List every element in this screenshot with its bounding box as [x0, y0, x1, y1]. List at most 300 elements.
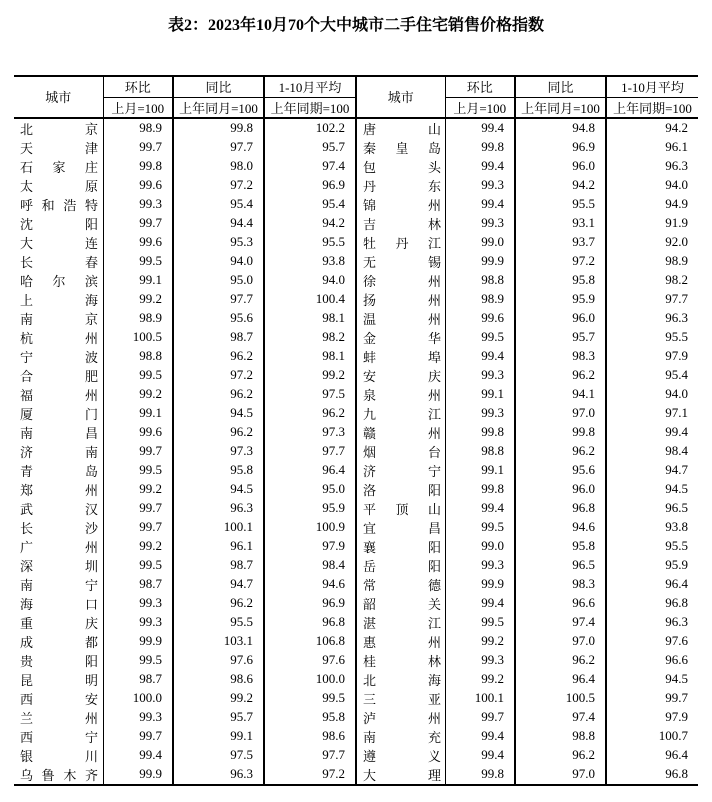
table-row	[14, 727, 698, 746]
mom-right-value: 99.2	[445, 670, 515, 689]
city-right-name: 赣州	[363, 425, 441, 441]
avg-left-value: 99.5	[264, 689, 356, 708]
mom-left-value: 99.1	[103, 404, 173, 423]
yoy-right-value: 94.6	[515, 518, 606, 537]
city-right-cell	[356, 689, 445, 708]
avg-right-value: 95.5	[665, 538, 688, 553]
table-row	[14, 252, 698, 271]
table-body	[14, 118, 698, 785]
header-yoy-right: 同比	[515, 76, 606, 97]
table-row	[14, 404, 698, 423]
yoy-right-value: 95.8	[515, 271, 606, 290]
header-avg-base-left: 上年同期=100	[264, 97, 356, 118]
yoy-right-value: 96.0	[515, 309, 606, 328]
city-left-cell	[14, 290, 103, 309]
table-row	[14, 442, 698, 461]
page	[0, 12, 712, 802]
city-left-name: 杭州	[20, 330, 98, 346]
table-row	[14, 480, 698, 499]
mom-left-value: 99.5	[103, 461, 173, 480]
city-right-cell	[356, 404, 445, 423]
city-right-name: 桂林	[363, 653, 441, 669]
city-right-name: 北海	[363, 672, 441, 688]
city-right-cell	[356, 727, 445, 746]
yoy-right-value: 98.8	[515, 727, 606, 746]
yoy-left-value: 97.6	[173, 651, 264, 670]
avg-right-value: 99.4	[665, 424, 688, 439]
avg-right-value: 96.5	[665, 500, 688, 515]
city-left-cell	[14, 727, 103, 746]
avg-left-value: 96.2	[264, 404, 356, 423]
city-left-cell	[14, 442, 103, 461]
city-right-name: 遵义	[363, 748, 441, 764]
avg-right-value: 98.9	[665, 253, 688, 268]
avg-left-value: 100.9	[264, 518, 356, 537]
city-right-name: 大理	[363, 767, 441, 783]
mom-right-value: 99.4	[445, 727, 515, 746]
table-row	[14, 423, 698, 442]
mom-right-value: 99.7	[445, 708, 515, 727]
mom-left-value: 99.1	[103, 271, 173, 290]
page-title: 表2：2023年10月70个大中城市二手住宅销售价格指数	[167, 17, 544, 34]
header-avg-base-right: 上年同期=100	[606, 97, 698, 118]
city-right-cell	[356, 118, 445, 138]
mom-right-value: 99.8	[445, 423, 515, 442]
city-left-cell	[14, 271, 103, 290]
city-left-name: 广州	[20, 539, 98, 555]
city-left-name: 呼和浩特	[20, 197, 98, 213]
avg-right-value: 98.2	[665, 272, 688, 287]
mom-left-value: 98.9	[103, 118, 173, 138]
price-index-table	[14, 75, 698, 786]
yoy-right-value: 96.2	[515, 651, 606, 670]
yoy-right-value: 96.5	[515, 556, 606, 575]
mom-right-value: 99.3	[445, 176, 515, 195]
city-left-name: 武汉	[20, 501, 98, 517]
city-left-name: 昆明	[20, 672, 98, 688]
yoy-right-value: 98.3	[515, 347, 606, 366]
yoy-left-value: 99.1	[173, 727, 264, 746]
yoy-left-value: 97.2	[173, 366, 264, 385]
city-right-name: 九江	[363, 406, 441, 422]
city-right-name: 泸州	[363, 710, 441, 726]
city-right-name: 扬州	[363, 292, 441, 308]
yoy-left-value: 96.1	[173, 537, 264, 556]
mom-left-value: 99.2	[103, 385, 173, 404]
avg-left-value: 97.3	[264, 423, 356, 442]
header-mom-base-left: 上月=100	[103, 97, 173, 118]
mom-left-value: 99.3	[103, 594, 173, 613]
table-row	[14, 347, 698, 366]
city-left-cell	[14, 575, 103, 594]
city-right-name: 唐山	[363, 121, 441, 137]
table-row	[14, 157, 698, 176]
mom-left-value: 99.5	[103, 252, 173, 271]
city-left-cell	[14, 233, 103, 252]
avg-left-value: 97.7	[264, 746, 356, 765]
avg-left-value: 102.2	[264, 118, 356, 138]
city-right-cell	[356, 195, 445, 214]
mom-right-value: 99.4	[445, 746, 515, 765]
avg-right-value: 97.9	[665, 709, 688, 724]
city-right-name: 锦州	[363, 197, 441, 213]
city-right-name: 金华	[363, 330, 441, 346]
city-right-name: 南充	[363, 729, 441, 745]
yoy-left-value: 97.2	[173, 176, 264, 195]
mom-right-value: 99.5	[445, 328, 515, 347]
city-left-cell	[14, 708, 103, 727]
city-right-name: 牡丹江	[363, 235, 441, 251]
yoy-left-value: 99.8	[173, 118, 264, 138]
avg-right-value: 100.7	[658, 728, 688, 743]
city-left-cell	[14, 138, 103, 157]
yoy-left-value: 95.6	[173, 309, 264, 328]
city-left-name: 北京	[20, 121, 98, 137]
avg-left-value: 98.2	[264, 328, 356, 347]
avg-left-value: 95.5	[264, 233, 356, 252]
yoy-right-value: 96.8	[515, 499, 606, 518]
city-left-name: 成都	[20, 634, 98, 650]
city-left-cell	[14, 765, 103, 785]
table-row	[14, 290, 698, 309]
yoy-left-value: 97.3	[173, 442, 264, 461]
yoy-left-value: 96.2	[173, 594, 264, 613]
mom-right-value: 99.4	[445, 157, 515, 176]
yoy-left-value: 95.0	[173, 271, 264, 290]
city-left-name: 西安	[20, 691, 98, 707]
yoy-left-value: 94.0	[173, 252, 264, 271]
city-right-name: 洛阳	[363, 482, 441, 498]
mom-left-value: 99.7	[103, 138, 173, 157]
yoy-right-value: 96.6	[515, 594, 606, 613]
city-left-cell	[14, 118, 103, 138]
avg-left-value: 94.6	[264, 575, 356, 594]
mom-left-value: 100.5	[103, 328, 173, 347]
city-left-name: 长春	[20, 254, 98, 270]
mom-left-value: 99.5	[103, 366, 173, 385]
yoy-right-value: 97.2	[515, 252, 606, 271]
yoy-left-value: 94.5	[173, 404, 264, 423]
yoy-right-value: 99.8	[515, 423, 606, 442]
mom-left-value: 99.6	[103, 423, 173, 442]
city-right-cell	[356, 271, 445, 290]
mom-right-value: 99.3	[445, 404, 515, 423]
mom-left-value: 99.2	[103, 290, 173, 309]
mom-right-value: 98.8	[445, 271, 515, 290]
city-left-cell	[14, 309, 103, 328]
city-left-cell	[14, 385, 103, 404]
mom-right-value: 99.4	[445, 118, 515, 138]
city-right-cell	[356, 309, 445, 328]
header-mom-base-right: 上月=100	[445, 97, 515, 118]
table-row	[14, 138, 698, 157]
avg-left-value: 99.2	[264, 366, 356, 385]
mom-right-value: 99.8	[445, 765, 515, 785]
avg-right-value: 96.1	[665, 139, 688, 154]
city-right-name: 蚌埠	[363, 349, 441, 365]
city-left-name: 兰州	[20, 710, 98, 726]
city-right-name: 惠州	[363, 634, 441, 650]
mom-right-value: 100.1	[445, 689, 515, 708]
city-right-name: 无锡	[363, 254, 441, 270]
city-right-cell	[356, 290, 445, 309]
header-avg-left: 1-10月平均	[264, 76, 356, 97]
city-right-name: 平顶山	[363, 501, 441, 517]
city-left-name: 青岛	[20, 463, 98, 479]
city-right-name: 安庆	[363, 368, 441, 384]
table-row	[14, 214, 698, 233]
avg-right-value: 96.4	[665, 576, 688, 591]
mom-right-value: 99.4	[445, 347, 515, 366]
yoy-right-value: 97.0	[515, 404, 606, 423]
yoy-right-value: 97.0	[515, 632, 606, 651]
yoy-left-value: 97.7	[173, 138, 264, 157]
table-row	[14, 195, 698, 214]
city-left-cell	[14, 195, 103, 214]
city-right-cell	[356, 670, 445, 689]
city-right-cell	[356, 613, 445, 632]
city-left-cell	[14, 518, 103, 537]
table-row	[14, 271, 698, 290]
table-row	[14, 765, 698, 785]
yoy-right-value: 94.8	[515, 118, 606, 138]
avg-left-value: 97.4	[264, 157, 356, 176]
yoy-right-value: 96.2	[515, 366, 606, 385]
mom-left-value: 99.3	[103, 613, 173, 632]
city-left-name: 南京	[20, 311, 98, 327]
header-mom-left: 环比	[103, 76, 173, 97]
avg-left-value: 100.0	[264, 670, 356, 689]
avg-left-value: 97.9	[264, 537, 356, 556]
city-right-cell	[356, 366, 445, 385]
city-left-name: 太原	[20, 178, 98, 194]
avg-left-value: 96.4	[264, 461, 356, 480]
city-left-cell	[14, 537, 103, 556]
city-left-name: 乌鲁木齐	[20, 767, 98, 783]
document	[0, 12, 712, 786]
city-right-cell	[356, 518, 445, 537]
city-right-cell	[356, 442, 445, 461]
avg-left-value: 96.9	[264, 594, 356, 613]
city-right-cell	[356, 632, 445, 651]
table-row	[14, 613, 698, 632]
yoy-right-value: 95.6	[515, 461, 606, 480]
avg-right-value: 95.5	[665, 329, 688, 344]
city-left-name: 西宁	[20, 729, 98, 745]
table-row	[14, 575, 698, 594]
table-header	[14, 76, 698, 118]
yoy-left-value: 95.7	[173, 708, 264, 727]
yoy-right-value: 98.3	[515, 575, 606, 594]
avg-left-value: 95.9	[264, 499, 356, 518]
avg-right-value: 96.3	[665, 310, 688, 325]
header-yoy-base-left: 上年同月=100	[173, 97, 264, 118]
avg-right-value: 97.1	[665, 405, 688, 420]
mom-left-value: 98.9	[103, 309, 173, 328]
city-right-cell	[356, 746, 445, 765]
mom-left-value: 99.7	[103, 518, 173, 537]
city-right-name: 包头	[363, 159, 441, 175]
city-left-cell	[14, 214, 103, 233]
city-left-cell	[14, 404, 103, 423]
yoy-right-value: 95.7	[515, 328, 606, 347]
avg-right-value: 96.8	[665, 595, 688, 610]
city-right-name: 丹东	[363, 178, 441, 194]
mom-right-value: 99.5	[445, 518, 515, 537]
avg-left-value: 97.7	[264, 442, 356, 461]
city-left-name: 长沙	[20, 520, 98, 536]
header-yoy-base-right: 上年同月=100	[515, 97, 606, 118]
mom-right-value: 99.3	[445, 214, 515, 233]
avg-right-value: 96.3	[665, 158, 688, 173]
mom-left-value: 99.2	[103, 537, 173, 556]
mom-left-value: 99.9	[103, 765, 173, 785]
avg-right-value: 94.5	[665, 671, 688, 686]
city-left-cell	[14, 366, 103, 385]
yoy-right-value: 93.7	[515, 233, 606, 252]
mom-right-value: 99.3	[445, 556, 515, 575]
city-right-cell	[356, 176, 445, 195]
city-right-cell	[356, 556, 445, 575]
city-right-cell	[356, 423, 445, 442]
city-right-cell	[356, 157, 445, 176]
city-right-name: 韶关	[363, 596, 441, 612]
city-left-cell	[14, 632, 103, 651]
avg-right-value: 94.0	[665, 177, 688, 192]
city-left-name: 上海	[20, 292, 98, 308]
avg-right-value: 92.0	[665, 234, 688, 249]
city-right-cell	[356, 537, 445, 556]
city-right-cell	[356, 347, 445, 366]
yoy-left-value: 94.5	[173, 480, 264, 499]
table-row	[14, 309, 698, 328]
avg-right-value: 97.7	[665, 291, 688, 306]
mom-left-value: 99.7	[103, 214, 173, 233]
header-mom-right: 环比	[445, 76, 515, 97]
mom-right-value: 99.5	[445, 613, 515, 632]
table-row	[14, 366, 698, 385]
yoy-left-value: 98.7	[173, 556, 264, 575]
city-left-name: 深圳	[20, 558, 98, 574]
yoy-left-value: 97.7	[173, 290, 264, 309]
city-right-name: 吉林	[363, 216, 441, 232]
mom-left-value: 98.7	[103, 575, 173, 594]
yoy-right-value: 97.0	[515, 765, 606, 785]
city-right-cell	[356, 328, 445, 347]
yoy-right-value: 96.0	[515, 157, 606, 176]
table-row	[14, 746, 698, 765]
city-left-cell	[14, 461, 103, 480]
avg-left-value: 98.1	[264, 309, 356, 328]
avg-left-value: 97.2	[264, 765, 356, 785]
table-row	[14, 651, 698, 670]
table-row	[14, 632, 698, 651]
city-right-cell	[356, 651, 445, 670]
city-left-cell	[14, 594, 103, 613]
mom-left-value: 99.6	[103, 176, 173, 195]
city-left-cell	[14, 252, 103, 271]
avg-left-value: 93.8	[264, 252, 356, 271]
city-left-cell	[14, 613, 103, 632]
avg-right-value: 94.2	[665, 120, 688, 135]
mom-right-value: 99.1	[445, 385, 515, 404]
mom-left-value: 99.9	[103, 632, 173, 651]
city-left-name: 福州	[20, 387, 98, 403]
mom-right-value: 99.9	[445, 252, 515, 271]
table-row	[14, 556, 698, 575]
city-left-name: 海口	[20, 596, 98, 612]
yoy-right-value: 96.4	[515, 670, 606, 689]
city-right-cell	[356, 138, 445, 157]
city-left-cell	[14, 176, 103, 195]
avg-left-value: 96.8	[264, 613, 356, 632]
yoy-right-value: 96.0	[515, 480, 606, 499]
city-left-cell	[14, 480, 103, 499]
table-row	[14, 328, 698, 347]
mom-right-value: 99.4	[445, 195, 515, 214]
mom-right-value: 99.3	[445, 651, 515, 670]
yoy-right-value: 94.1	[515, 385, 606, 404]
city-left-name: 重庆	[20, 615, 98, 631]
avg-right-value: 95.9	[665, 557, 688, 572]
table-row	[14, 708, 698, 727]
avg-right-value: 99.7	[665, 690, 688, 705]
mom-right-value: 98.8	[445, 442, 515, 461]
header-city-left: 城市	[14, 76, 103, 118]
mom-right-value: 99.4	[445, 499, 515, 518]
city-left-name: 厦门	[20, 406, 98, 422]
mom-left-value: 99.7	[103, 499, 173, 518]
avg-right-value: 95.4	[665, 367, 688, 382]
avg-right-value: 91.9	[665, 215, 688, 230]
table-row	[14, 537, 698, 556]
city-left-name: 贵阳	[20, 653, 98, 669]
city-left-name: 南昌	[20, 425, 98, 441]
city-left-cell	[14, 423, 103, 442]
city-right-name: 岳阳	[363, 558, 441, 574]
city-left-name: 天津	[20, 140, 98, 156]
avg-left-value: 98.4	[264, 556, 356, 575]
avg-left-value: 98.1	[264, 347, 356, 366]
avg-right-value: 94.5	[665, 481, 688, 496]
yoy-right-value: 93.1	[515, 214, 606, 233]
city-left-cell	[14, 746, 103, 765]
city-right-cell	[356, 708, 445, 727]
avg-right-value: 96.3	[665, 614, 688, 629]
avg-right-value: 96.6	[665, 652, 688, 667]
avg-right-value: 97.9	[665, 348, 688, 363]
yoy-left-value: 96.2	[173, 347, 264, 366]
city-left-name: 宁波	[20, 349, 98, 365]
mom-left-value: 99.3	[103, 708, 173, 727]
city-right-cell	[356, 594, 445, 613]
yoy-left-value: 103.1	[173, 632, 264, 651]
avg-left-value: 94.0	[264, 271, 356, 290]
avg-left-value: 95.7	[264, 138, 356, 157]
table-row	[14, 499, 698, 518]
header-city-right: 城市	[356, 76, 445, 118]
yoy-left-value: 98.7	[173, 328, 264, 347]
city-left-cell	[14, 499, 103, 518]
avg-right-value: 96.4	[665, 747, 688, 762]
city-right-name: 秦皇岛	[363, 140, 441, 156]
avg-right-value: 96.8	[665, 766, 688, 781]
avg-left-value: 95.0	[264, 480, 356, 499]
city-right-name: 常德	[363, 577, 441, 593]
yoy-right-value: 95.8	[515, 537, 606, 556]
mom-left-value: 100.0	[103, 689, 173, 708]
city-left-name: 济南	[20, 444, 98, 460]
